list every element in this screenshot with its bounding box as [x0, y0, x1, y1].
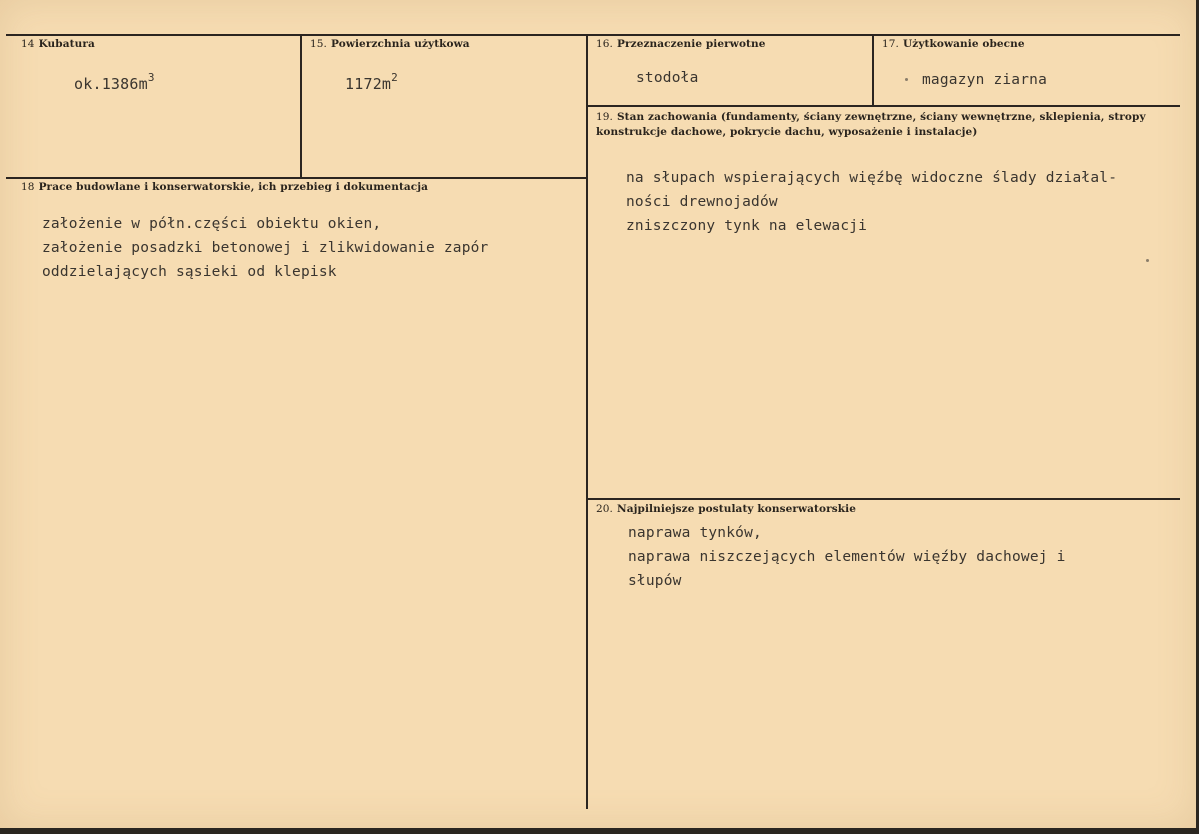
field-19-title: Stan zachowania (fundamenty, ściany zewnętrzne, ściany wewnętrzne, sklepienia, stropy konstrukcje dachowe, pokrycie dachu, wyposażenie i instalacje) — [596, 111, 1146, 138]
field-19-line: ności drewnojadów — [626, 194, 778, 210]
area-value: 1172m — [345, 75, 392, 93]
field-15-number: 15. — [310, 38, 327, 50]
rule-below-14-15 — [6, 177, 586, 179]
field-16-label — [596, 38, 766, 50]
field-19-line: zniszczony tynk na elewacji — [626, 218, 868, 234]
field-20-line: naprawa niszczejących elementów więźby dachowej i — [628, 549, 1066, 565]
volume-unit-exponent: 3 — [147, 71, 155, 84]
field-20-text — [628, 521, 1066, 593]
field-14-label — [21, 38, 95, 50]
field-16-value: stodoła — [636, 70, 699, 86]
rule-above-20 — [586, 498, 1180, 500]
field-14-title: Kubatura — [38, 38, 95, 50]
ink-speck — [1146, 259, 1149, 262]
volume-value: ok.1386m — [74, 75, 148, 93]
field-20-line: słupów — [628, 573, 682, 589]
field-19-line: na słupach wspierających więźbę widoczne ślady działal- — [626, 170, 1118, 186]
divider-main — [586, 34, 588, 809]
field-18-line: założenie posadzki betonowej i zlikwidowanie zapór — [42, 240, 489, 256]
field-15-title: Powierzchnia użytkowa — [331, 38, 470, 50]
field-18-number: 18 — [21, 181, 35, 193]
field-18-label — [21, 181, 428, 193]
field-17-label — [882, 38, 1025, 50]
field-19-number: 19. — [596, 111, 613, 123]
field-15-label — [310, 38, 470, 50]
field-18-line: założenie w półn.części obiektu okien, — [42, 216, 382, 232]
field-16-number: 16. — [596, 38, 613, 50]
ink-speck — [905, 78, 908, 81]
field-14-value — [74, 66, 155, 96]
field-18-text — [42, 212, 489, 284]
field-17-value: magazyn ziarna — [922, 72, 1048, 88]
field-17-title: Użytkowanie obecne — [903, 38, 1025, 50]
area-unit-exponent: 2 — [391, 71, 398, 84]
field-19-text — [626, 166, 1117, 238]
field-17-number: 17. — [882, 38, 899, 50]
field-20-number: 20. — [596, 503, 613, 515]
rule-below-16-17 — [586, 105, 1180, 107]
divider-14-15 — [300, 34, 302, 177]
field-20-line: naprawa tynków, — [628, 525, 762, 541]
field-19-label — [596, 110, 1156, 140]
divider-16-17 — [872, 34, 874, 105]
field-18-title: Prace budowlane i konserwatorskie, ich przebieg i dokumentacja — [38, 181, 429, 193]
field-16-title: Przeznaczenie pierwotne — [617, 38, 766, 50]
field-20-label — [596, 503, 856, 515]
field-18-line: oddzielających sąsieki od klepisk — [42, 264, 337, 280]
field-20-title: Najpilniejsze postulaty konserwatorskie — [617, 503, 856, 515]
field-15-value — [345, 66, 398, 96]
field-14-number: 14 — [21, 38, 35, 50]
top-rule — [6, 34, 1180, 36]
